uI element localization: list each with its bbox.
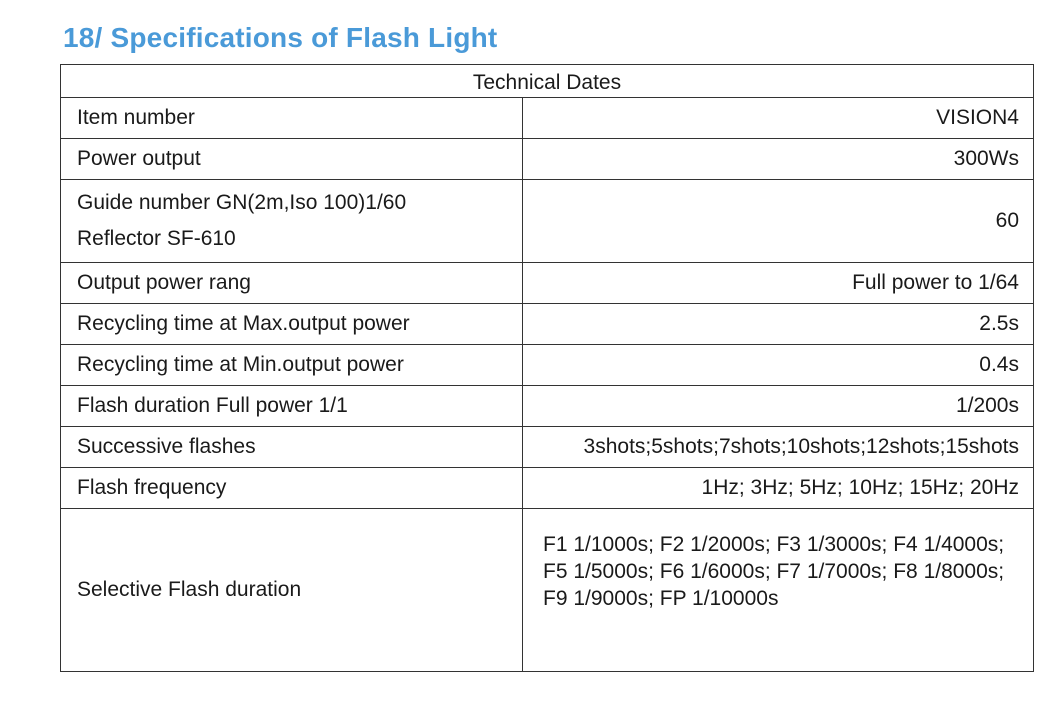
spec-value (523, 509, 1033, 671)
table-row (61, 509, 1033, 671)
spec-value-line: F9 1/9000s; FP 1/10000s (543, 587, 779, 610)
page-title: 18/ Specifications of Flash Light (63, 22, 498, 53)
spec-value: VISION4 (936, 106, 1019, 129)
table-row (61, 139, 1033, 180)
spec-value: 300Ws (953, 147, 1019, 170)
table-row (61, 304, 1033, 345)
spec-label-line: Reflector SF-610 (77, 227, 236, 250)
spec-value: 3shots;5shots;7shots;10shots;12shots;15shots (583, 435, 1019, 458)
spec-value-line: F1 1/1000s; F2 1/2000s; F3 1/3000s; F4 1/4000s; (543, 533, 1005, 556)
table-row (61, 180, 1033, 263)
spec-label (61, 180, 523, 262)
spec-value-line: F5 1/5000s; F6 1/6000s; F7 1/7000s; F8 1/8000s; (543, 560, 1005, 583)
spec-label: Power output (61, 139, 523, 179)
table-row (61, 345, 1033, 386)
table-row (61, 386, 1033, 427)
spec-label: Flash duration Full power 1/1 (61, 386, 523, 426)
spec-label: Selective Flash duration (61, 509, 523, 671)
spec-value: 1Hz; 3Hz; 5Hz; 10Hz; 15Hz; 20Hz (701, 476, 1019, 499)
spec-label: Successive flashes (61, 427, 523, 467)
table-row (61, 427, 1033, 468)
table-row (61, 468, 1033, 509)
spec-label: Output power rang (61, 263, 523, 303)
spec-value: 1/200s (955, 394, 1019, 417)
spec-value: Full power to 1/64 (852, 271, 1019, 294)
table-row (61, 263, 1033, 304)
spec-label: Flash frequency (61, 468, 523, 508)
table-header: Technical Dates (61, 65, 1033, 98)
specifications-table (60, 64, 1034, 672)
table-row (61, 98, 1033, 139)
spec-label-line: Guide number GN(2m,Iso 100)1/60 (77, 191, 407, 214)
spec-label: Recycling time at Min.output power (61, 345, 523, 385)
spec-label: Item number (61, 98, 523, 138)
spec-value: 2.5s (979, 312, 1019, 335)
spec-value: 0.4s (979, 353, 1019, 376)
spec-value: 60 (995, 209, 1019, 232)
spec-label: Recycling time at Max.output power (61, 304, 523, 344)
